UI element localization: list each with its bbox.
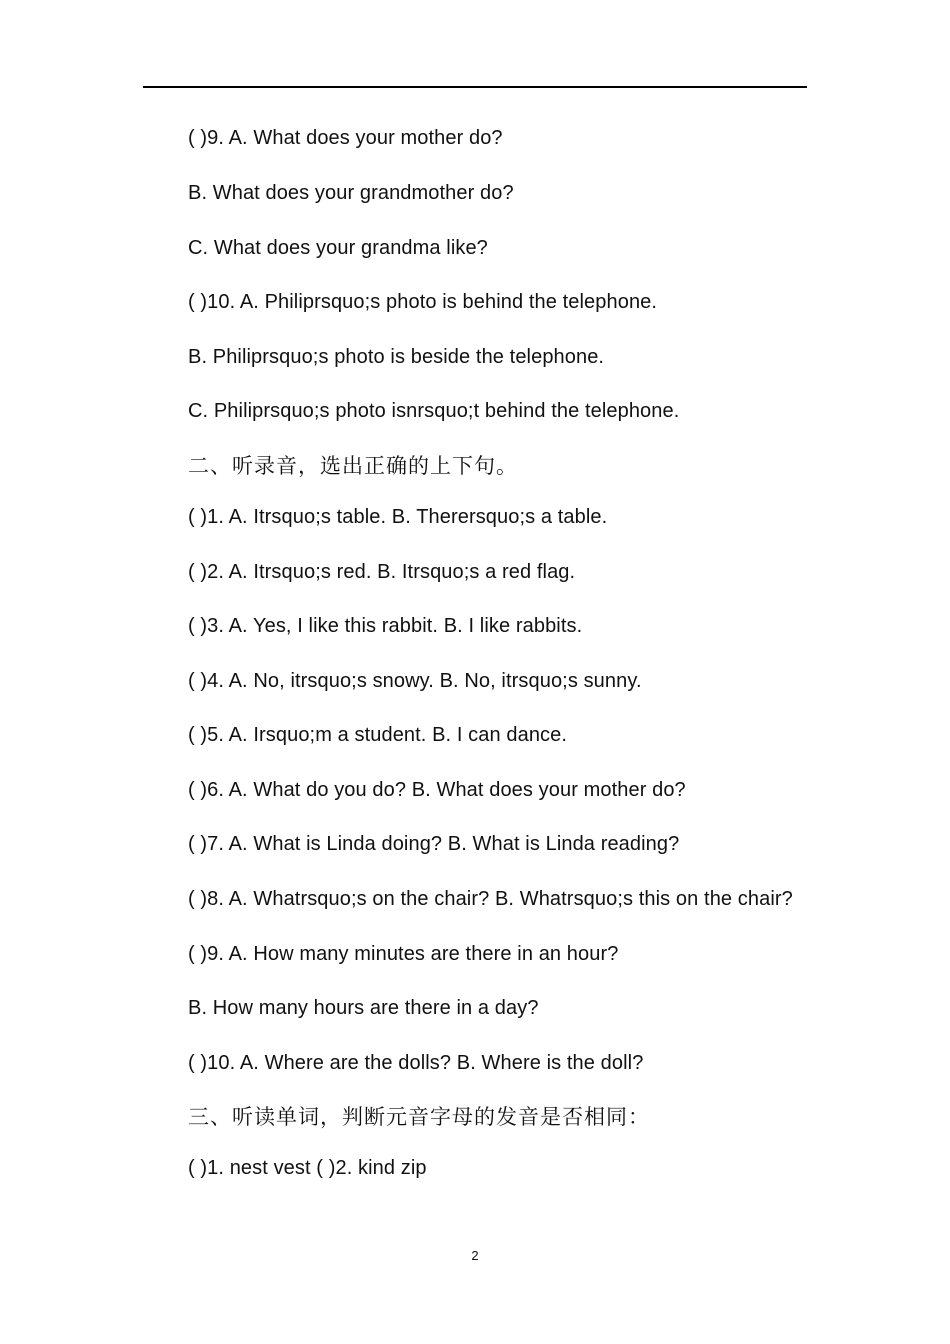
option-line: B. How many hours are there in a day?: [188, 997, 539, 1019]
question-line: ( )8. A. Whatrsquo;s on the chair? B. Whatrsquo;s this on the chair?: [188, 888, 793, 910]
option-line: B. What does your grandmother do?: [188, 182, 514, 204]
question-line: ( )1. nest vest ( )2. kind zip: [188, 1157, 427, 1179]
section-heading: 三、听读单词，判断元音字母的发音是否相同：: [188, 1105, 650, 1129]
question-line: ( )9. A. What does your mother do?: [188, 127, 503, 149]
question-line: ( )7. A. What is Linda doing? B. What is Linda reading?: [188, 833, 680, 855]
option-line: C. Philiprsquo;s photo isnrsquo;t behind the telephone.: [188, 400, 680, 422]
question-line: ( )10. A. Where are the dolls? B. Where is the doll?: [188, 1052, 644, 1074]
question-line: ( )4. A. No, itrsquo;s snowy. B. No, itrsquo;s sunny.: [188, 670, 642, 692]
question-line: ( )6. A. What do you do? B. What does your mother do?: [188, 779, 686, 801]
question-line: ( )10. A. Philiprsquo;s photo is behind the telephone.: [188, 291, 658, 313]
question-line: ( )5. A. Irsquo;m a student. B. I can dance.: [188, 724, 568, 746]
option-line: B. Philiprsquo;s photo is beside the telephone.: [188, 346, 605, 368]
question-line: ( )9. A. How many minutes are there in an hour?: [188, 943, 619, 965]
question-line: ( )3. A. Yes, I like this rabbit. B. I like rabbits.: [188, 615, 583, 637]
header-rule: [143, 86, 807, 88]
section-heading: 二、听录音，选出正确的上下句。: [188, 454, 518, 478]
question-line: ( )2. A. Itrsquo;s red. B. Itrsquo;s a red flag.: [188, 561, 576, 583]
page-number: 2: [471, 1248, 479, 1263]
question-line: ( )1. A. Itrsquo;s table. B. Therersquo;s a table.: [188, 506, 608, 528]
option-line: C. What does your grandma like?: [188, 237, 488, 259]
